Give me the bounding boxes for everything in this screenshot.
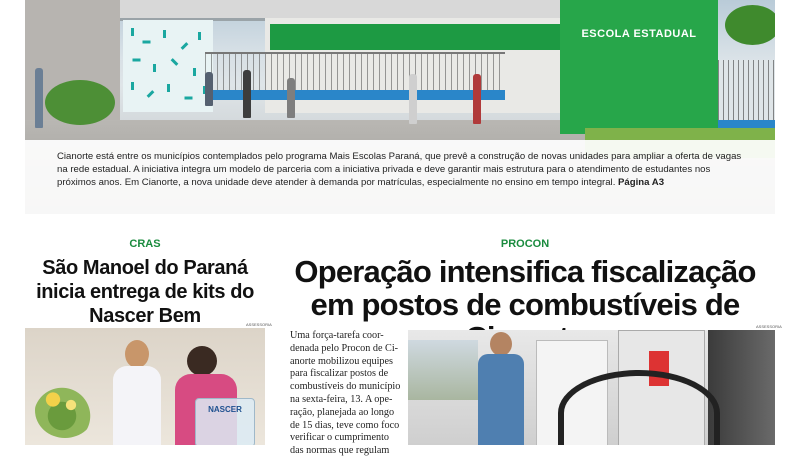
school-sign-panel [560,0,718,134]
photo-credit: ASSESSORIA [246,322,272,327]
patterned-wall [123,20,213,112]
hero-caption-text: Cianorte está entre os municípios contemplados pelo programa Mais Escolas Paraná, que prevê a construção de novas unidades para ampliar a oferta de vagas na rede estadual. A iniciativa integra um modelo de parceria com a iniciativa privada e deve garantir mais estrutura para o atendimento de estudantes nos próximos anos. Em Cianorte, a nova unidade deve atender à demanda por matrículas, especialmente no ensino em tempo integral. [57,151,742,188]
person [243,70,251,118]
article-line: de 15 dias, teve como foco [290,419,400,431]
article-line: Uma força-tarefa coor- [290,330,384,341]
person [473,74,481,124]
article-line: denada pelo Procon de Ci- [290,342,399,354]
right-photo [408,330,775,445]
left-headline: São Manoel do Paraná inicia entrega de kits do Nascer Bem [36,257,254,327]
tree [725,5,775,45]
hero-caption-box [25,140,775,214]
hero-photo [25,0,775,214]
article-body [290,330,402,458]
school-sign-text: ESCOLA ESTADUAL [581,28,697,40]
right-fence [718,60,775,130]
section-label-procon: PROCON [500,238,550,250]
flowers [35,383,95,438]
article-line: ração, planejada ao longo [290,406,395,418]
page-reference: Página A3 [618,177,665,188]
article-line: combustíveis do município [290,381,401,393]
article-line: das normas que regulam [290,445,390,457]
person [205,72,213,106]
article-line: anorte mobilizou equipes [290,355,393,367]
window-view [408,340,478,400]
person [287,78,295,118]
inspector [478,332,528,445]
person [409,74,417,124]
woman-left [107,340,167,445]
article-line: para fiscalizar postos de [290,368,389,380]
article-line: na sexta-feira, 13. A ope- [290,393,393,405]
main-headline: Operação intensifica fiscalização em postos de combustíveis de [294,254,756,322]
person [35,68,43,128]
hero-caption [57,150,747,189]
green-band [270,24,570,50]
section-label-cras: CRAS [129,238,161,250]
tree [45,80,115,125]
photo-credit: ASSESSORIA [756,324,782,329]
nascer-kit-bag [195,398,255,445]
left-photo [25,328,265,445]
bag-label: NASCER [208,405,242,414]
article-line: verificar o cumprimento [290,432,390,444]
